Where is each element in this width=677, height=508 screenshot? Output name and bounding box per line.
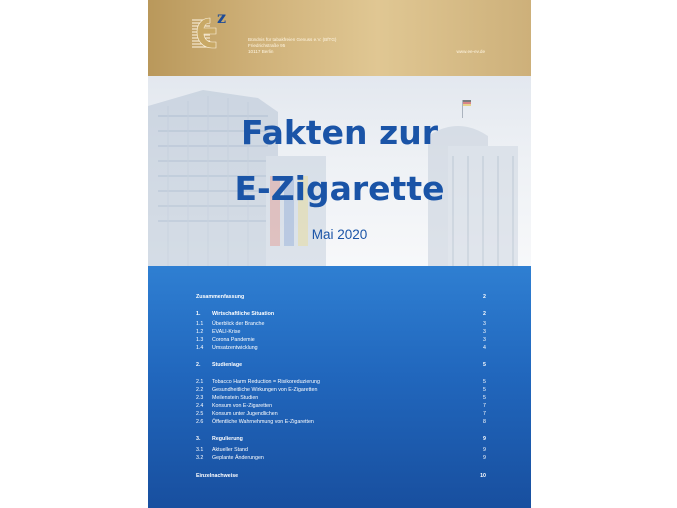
toc-entry-page: 7: [483, 411, 486, 417]
toc-entry-label: Umsatzentwicklung: [212, 345, 258, 351]
toc-entry[interactable]: [148, 418, 531, 427]
toc-entry-number: 2.4: [196, 403, 204, 409]
toc-entry-label: Gesundheitliche Wirkungen von E-Zigaretten: [212, 387, 318, 393]
toc-entry-label: Geplante Änderungen: [212, 455, 264, 461]
address-line: Bündnis für tabakfreien Genuss e.V. (BfTG): [248, 37, 337, 42]
toc-entry-page: 2: [483, 311, 486, 317]
toc-entry[interactable]: [148, 344, 531, 353]
toc-entry-page: 7: [483, 403, 486, 409]
address-block: [248, 37, 336, 55]
document-title-line-1: Fakten zur: [241, 113, 438, 152]
toc-entry-number: 3.1: [196, 447, 204, 453]
toc-entry-label: Einzelnachweise: [196, 473, 239, 479]
toc-entry-number: 1.1: [196, 321, 204, 327]
toc-entry-number: 3.2: [196, 455, 204, 461]
toc-entry-number: 1.2: [196, 329, 204, 335]
toc-entry-number: 2.3: [196, 395, 204, 401]
toc-entry-page: 3: [483, 329, 486, 335]
toc-entry-number: 1.: [196, 311, 201, 317]
toc-entry[interactable]: [148, 293, 531, 302]
toc-entry-number: 3.: [196, 436, 201, 442]
toc-entry-number: 1.4: [196, 345, 204, 351]
toc-entry-label: Zusammenfassung: [196, 294, 245, 300]
toc-entry-label: Aktueller Stand: [212, 447, 248, 453]
toc-entry-page: 5: [483, 395, 486, 401]
header-banner: [148, 0, 531, 76]
toc-entry-label: Meilenstein Studien: [212, 395, 259, 401]
toc-entry-label: Wirtschaftliche Situation: [212, 311, 275, 317]
logo-letter: z: [217, 8, 227, 27]
document-page: [148, 0, 531, 508]
toc-entry-label: EVALI-Krise: [212, 329, 241, 335]
toc-entry-label: Öffentliche Wahrnehmung von E-Zigaretten: [212, 419, 314, 425]
toc-entry-number: 2.2: [196, 387, 204, 393]
toc-entry[interactable]: [148, 310, 531, 319]
toc-entry[interactable]: [148, 472, 531, 481]
toc-entry-label: Studienlage: [212, 362, 243, 368]
toc-entry-number: 2.: [196, 362, 201, 368]
toc-entry-page: 2: [483, 294, 486, 300]
toc-entry-number: 2.5: [196, 411, 204, 417]
address-line: Friedrichstraße 95: [248, 43, 286, 48]
toc-entry-page: 9: [483, 455, 486, 461]
address-line: 10117 Berlin: [248, 49, 274, 54]
toc-entry-label: Konsum unter Jugendlichen: [212, 411, 278, 417]
toc-entry[interactable]: [148, 454, 531, 463]
website-url[interactable]: www.ee-ev.de: [456, 49, 485, 54]
toc-entry-page: 5: [483, 362, 486, 368]
table-of-contents: [148, 266, 531, 508]
toc-entry-number: 1.3: [196, 337, 204, 343]
toc-entry-page: 5: [483, 379, 486, 385]
toc-entry-page: 8: [483, 419, 486, 425]
publication-date: Mai 2020: [311, 227, 368, 242]
toc-entry-label: Regulierung: [212, 436, 243, 442]
toc-entry-number: 2.6: [196, 419, 204, 425]
toc-entry-page: 3: [483, 321, 486, 327]
toc-entry-label: Tobacco Harm Reduction = Risikoreduzierung: [212, 379, 320, 385]
toc-entry-page: 9: [483, 436, 486, 442]
toc-entry-page: 10: [480, 473, 486, 479]
toc-entry-label: Überblick der Branche: [212, 321, 265, 327]
toc-entry-label: Konsum von E-Zigaretten: [212, 403, 273, 409]
document-title-line-2: E-Zigarette: [234, 169, 445, 208]
logo: [188, 8, 232, 54]
toc-entry[interactable]: [148, 435, 531, 444]
toc-entry-page: 3: [483, 337, 486, 343]
toc-entry-page: 9: [483, 447, 486, 453]
toc-entry[interactable]: [148, 361, 531, 370]
toc-entry-page: 5: [483, 387, 486, 393]
toc-entry-page: 4: [483, 345, 486, 351]
toc-entry-label: Corona Pandemie: [212, 337, 255, 343]
toc-entry-number: 2.1: [196, 379, 204, 385]
